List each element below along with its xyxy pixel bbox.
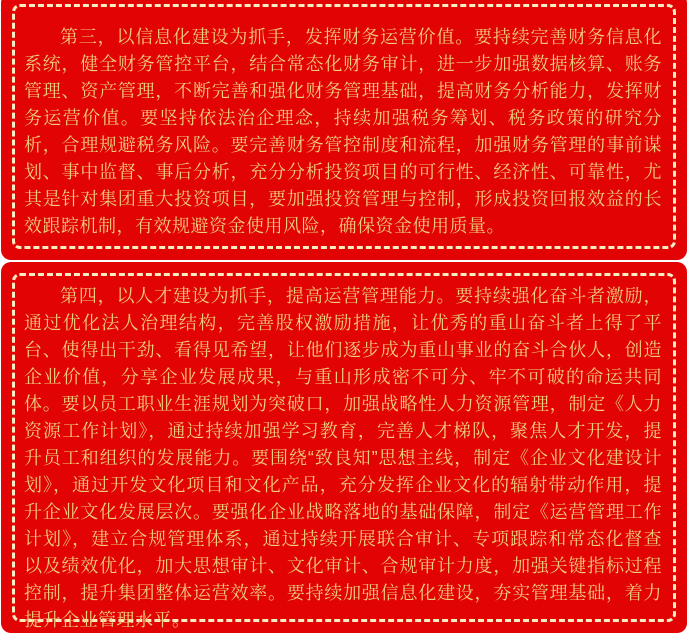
text-block-third-point: [1, 0, 687, 260]
text-block-fourth-point: [1, 262, 687, 633]
paragraph-third-point: 第三，以信息化建设为抓手，发挥财务运营价值。要持续完善财务信息化系统，健全财务管控平台，结合常态化财务审计，进一步加强数据核算、账务管理、资产管理，不断完善和强化财务管理基础，提高财务分析能力，发挥财务运营价值。要坚持依法治企理念，持续加强税务筹划、税务政策的研究分析，合理规避税务风险。要完善财务管控制度和流程，加强财务管理的事前谋划、事中监督、事后分析，充分分析投资项目的可行性、经济性、可靠性，尤其是针对集团重大投资项目，要加强投资管理与控制，形成投资回报效益的长效跟踪机制，有效规避资金使用风险，确保资金使用质量。: [24, 27, 662, 236]
paragraph-fourth-point: 第四，以人才建设为抓手，提高运营管理能力。要持续强化奋斗者激励，通过优化法人治理结构，完善股权激励措施，让优秀的重山奋斗者上得了平台、使得出干劲、看得见希望，让他们逐步成为重山事业的奋斗合伙人，创造企业价值，分享企业发展成果，与重山形成密不可分、牢不可破的命运共同体。要以员工职业生涯规划为突破口，加强战略性人力资源管理，制定《人力资源工作计划》，通过持续加强学习教育，完善人才梯队，聚焦人才开发，提升员工和组织的发展能力。要围绕“致良知”思想主线，制定《企业文化建设计划》，通过开发文化项目和文化产品，充分发挥企业文化的辐射带动作用，提升企业文化发展层次。要强化企业战略落地的基础保障，制定《运营管理工作计划》，建立合规管理体系，通过持续开展联合审计、专项跟踪和常态化督查以及绩效优化，加大思想审计、文化审计、合规审计力度，加强关键指标过程控制，提升集团整体运营效率。要持续加强信息化建设，夯实管理基础，着力提升企业管理水平。: [24, 286, 662, 630]
